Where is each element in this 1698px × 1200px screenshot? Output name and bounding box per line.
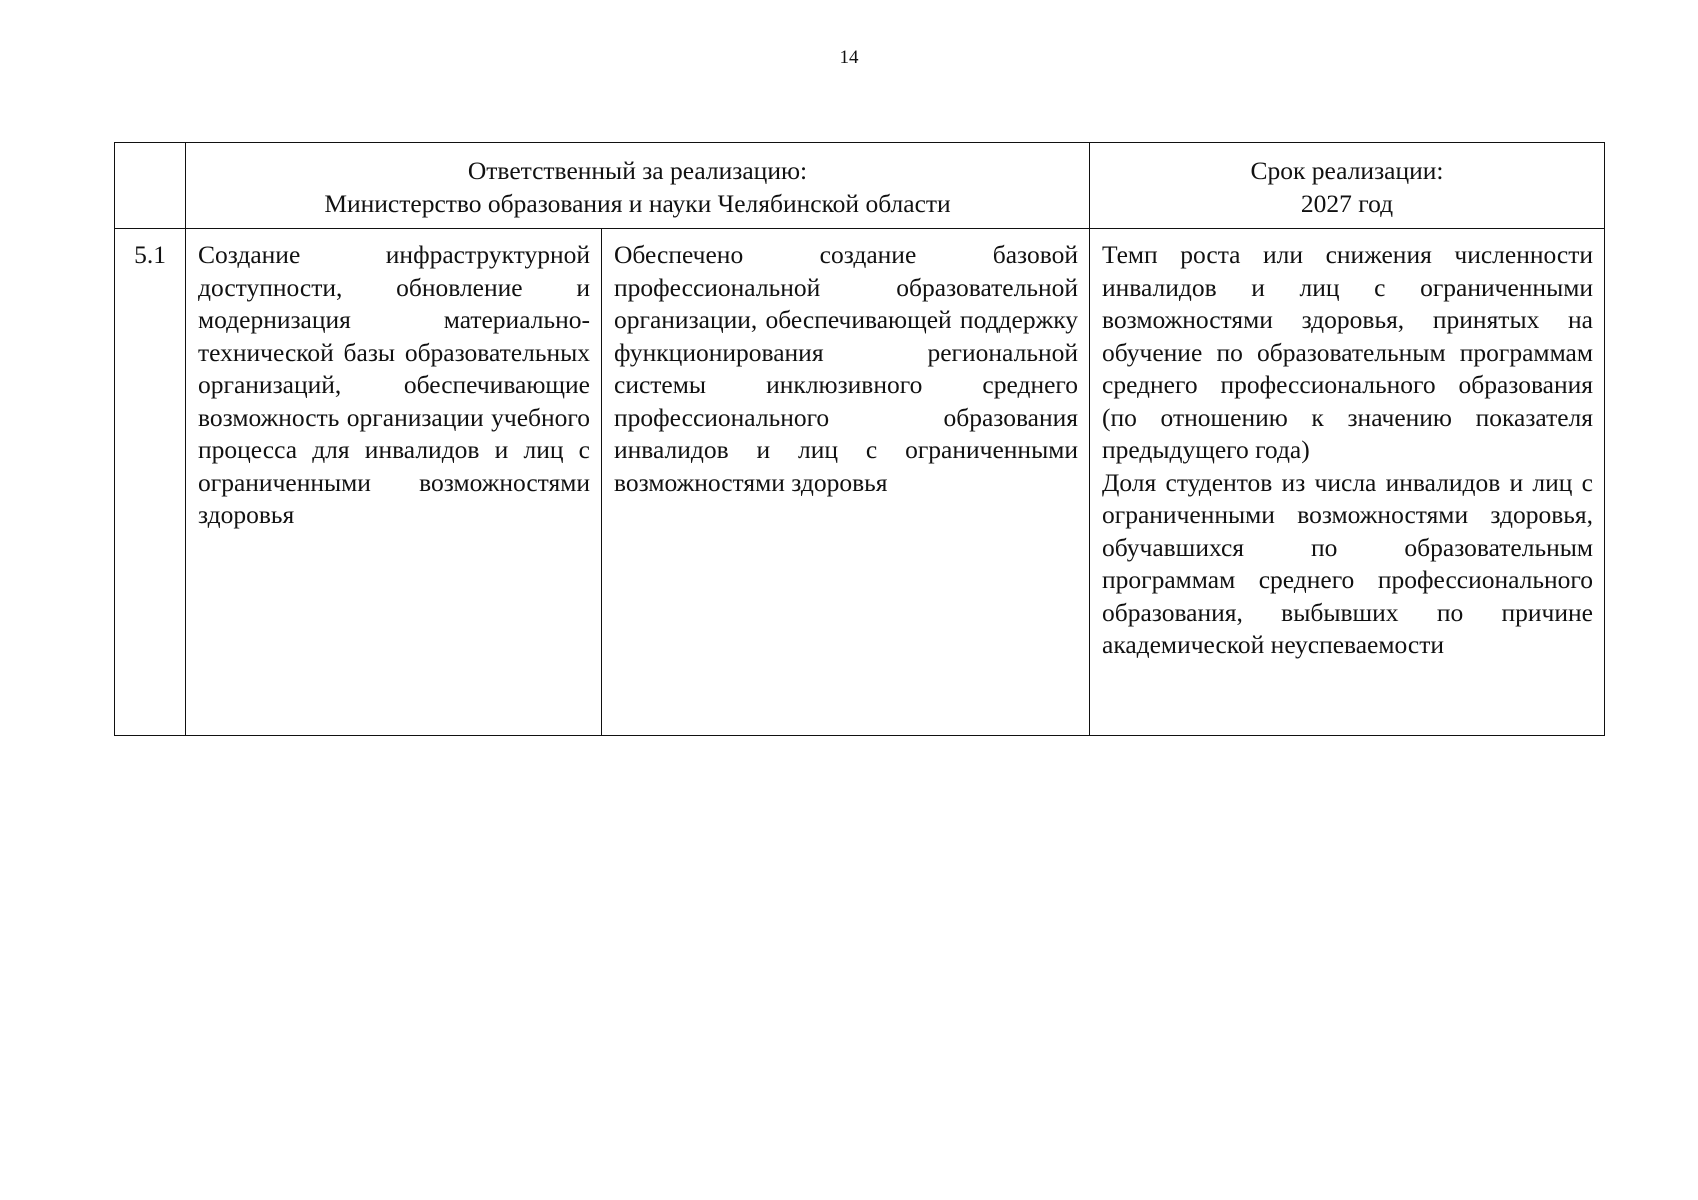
- table-row: [115, 229, 1605, 736]
- indicator-text: Доля студентов из числа инвалидов и лиц с ограниченными возможностями здоровья, обучавшихся по образовательным программам среднего профессионального образования, выбывших по причине академической неуспеваемости: [1102, 467, 1593, 659]
- deadline-label: Срок реализации:: [1250, 156, 1444, 185]
- result-text: Обеспечено создание базовой профессиональной образовательной организации, обеспечивающей поддержку функционирования региональной системы инклюзивного среднего профессионального образования инвалидов и лиц с ограниченными возможностями здоровья: [614, 240, 1078, 497]
- responsible-label: Ответственный за реализацию:: [467, 156, 808, 185]
- header-number-cell: [115, 143, 186, 229]
- deadline-value: 2027 год: [1300, 188, 1394, 218]
- indicators-cell: [1090, 229, 1605, 736]
- row-number: 5.1: [115, 229, 186, 736]
- table-header-row: [115, 143, 1605, 229]
- activity-text: Создание инфраструктурной доступности, обновление и модернизация материально-технической базы образовательных организаций, обеспечивающие возможность организации учебного процесса для инвалидов и лиц с ограниченными возможностями здоровья: [198, 240, 590, 529]
- activity-cell: [186, 229, 602, 736]
- measures-table: [114, 142, 1605, 736]
- header-responsible-cell: [186, 143, 1090, 229]
- result-cell: [602, 229, 1090, 736]
- page-number: 14: [839, 47, 859, 68]
- header-deadline-cell: [1090, 143, 1605, 229]
- responsible-value: Министерство образования и науки Челябинской области: [324, 188, 951, 218]
- indicator-text: Темп роста или снижения численности инвалидов и лиц с ограниченными возможностями здоровья, принятых на обучение по образовательным программам среднего профессионального образования (по отношению к значению показателя предыдущего года): [1102, 240, 1593, 464]
